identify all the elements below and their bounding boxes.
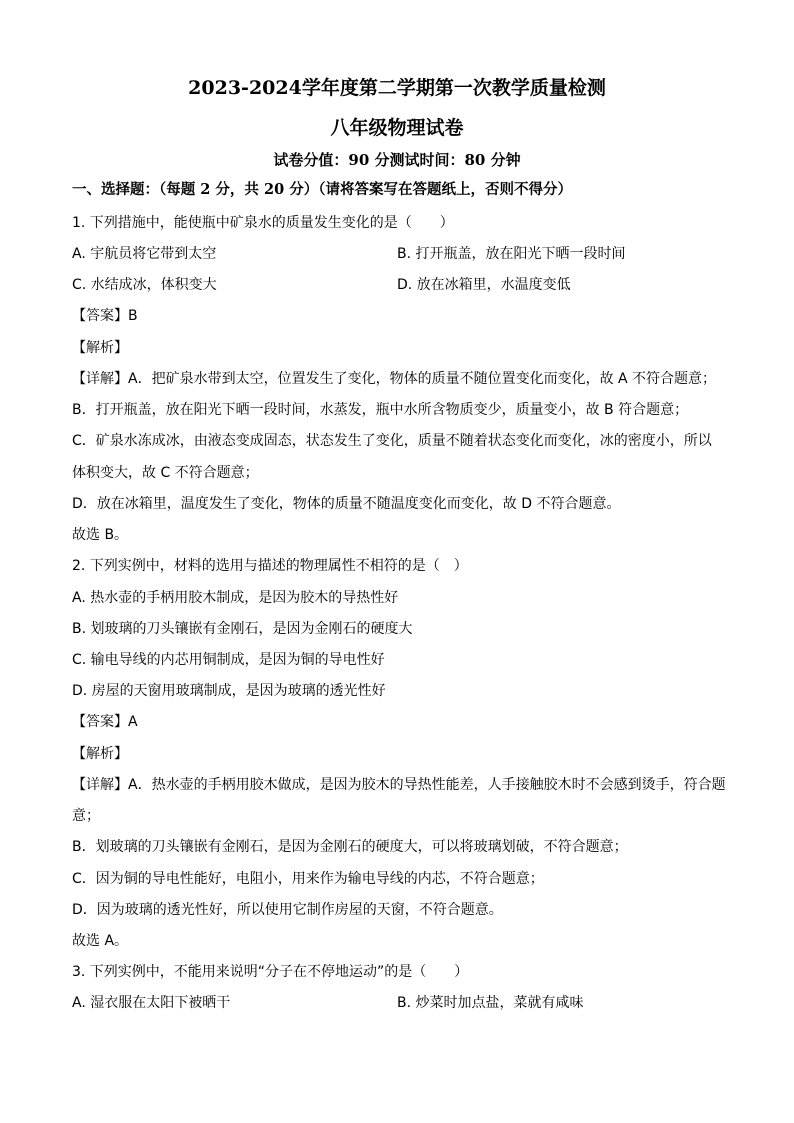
q1-detail-line: B．打开瓶盖，放在阳光下晒一段时间，水蒸发，瓶中水所含物质变少，质量变小，故 B 符合题意； <box>72 402 689 418</box>
q2-detail-line: 意； <box>72 808 100 824</box>
q1-detail-line: D．放在冰箱里，温度发生了变化，物体的质量不随温度变化而变化，故 D 不符合题意。 <box>72 496 621 512</box>
q2-analysis-label: 【解析】 <box>72 746 128 762</box>
q2-option-b: B. 划玻璃的刀头镶嵌有金刚石，是因为金刚石的硬度大 <box>72 621 413 637</box>
q2-conclusion: 故选 A。 <box>72 933 129 949</box>
q2-detail-line: C．因为铜的导电性能好，电阻小，用来作为输电导线的内芯，不符合题意； <box>72 871 544 887</box>
q2-detail-line: B．划玻璃的刀头镶嵌有金刚石，是因为金刚石的硬度大，可以将玻璃划破，不符合题意； <box>72 839 628 855</box>
q1-detail-line: 【详解】A．把矿泉水带到太空，位置发生了变化，物体的质量不随位置变化而变化，故 A 不符合题意； <box>72 371 717 387</box>
q2-option-a: A. 热水壶的手柄用胶木制成，是因为胶木的导热性好 <box>72 590 399 606</box>
q1-option-d: D. 放在冰箱里，水温度变低 <box>397 277 571 293</box>
q2-option-d: D. 房屋的天窗用玻璃制成，是因为玻璃的透光性好 <box>72 683 386 699</box>
q1-answer: 【答案】B <box>72 308 138 324</box>
section-heading: 一、选择题：（每题 2 分，共 20 分）（请将答案写在答题纸上，否则不得分） <box>72 181 572 198</box>
q1-analysis-label: 【解析】 <box>72 340 128 356</box>
q3-stem: 3. 下列实例中，不能用来说明“分子在不停地运动”的是（ ） <box>72 964 469 980</box>
q1-option-a: A. 宇航员将它带到太空 <box>72 246 217 262</box>
q1-detail-line: C．矿泉水冻成冰，由液态变成固态，状态发生了变化，质量不随着状态变化而变化，冰的密度小，所以 <box>72 433 712 449</box>
q1-option-c: C. 水结成冰，体积变大 <box>72 277 217 293</box>
q3-option-a: A. 湿衣服在太阳下被晒干 <box>72 995 231 1011</box>
exam-title: 2023-2024学年度第二学期第一次教学质量检测 <box>188 77 606 99</box>
q2-detail-line: 【详解】A．热水壶的手柄用胶木做成，是因为胶木的导热性能差，人手接触胶木时不会感到烫手，符合题 <box>72 777 726 793</box>
q3-option-b: B. 炒菜时加点盐，菜就有咸味 <box>397 995 584 1011</box>
exam-subtitle: 八年级物理试卷 <box>330 117 464 139</box>
q1-stem: 1. 下列措施中，能使瓶中矿泉水的质量发生变化的是（ ） <box>72 215 454 231</box>
score-time-info: 试卷分值：90 分测试时间：80 分钟 <box>273 151 521 169</box>
q1-detail-line: 体积变大，故 C 不符合题意； <box>72 465 259 481</box>
q2-detail-line: D．因为玻璃的透光性好，所以使用它制作房屋的天窗，不符合题意。 <box>72 902 503 918</box>
q1-conclusion: 故选 B。 <box>72 527 129 543</box>
q2-stem: 2. 下列实例中，材料的选用与描述的物理属性不相符的是（ ） <box>72 558 468 574</box>
q1-option-b: B. 打开瓶盖，放在阳光下晒一段时间 <box>397 246 626 262</box>
q2-answer: 【答案】A <box>72 714 138 730</box>
q2-option-c: C. 输电导线的内芯用铜制成，是因为铜的导电性好 <box>72 652 385 668</box>
